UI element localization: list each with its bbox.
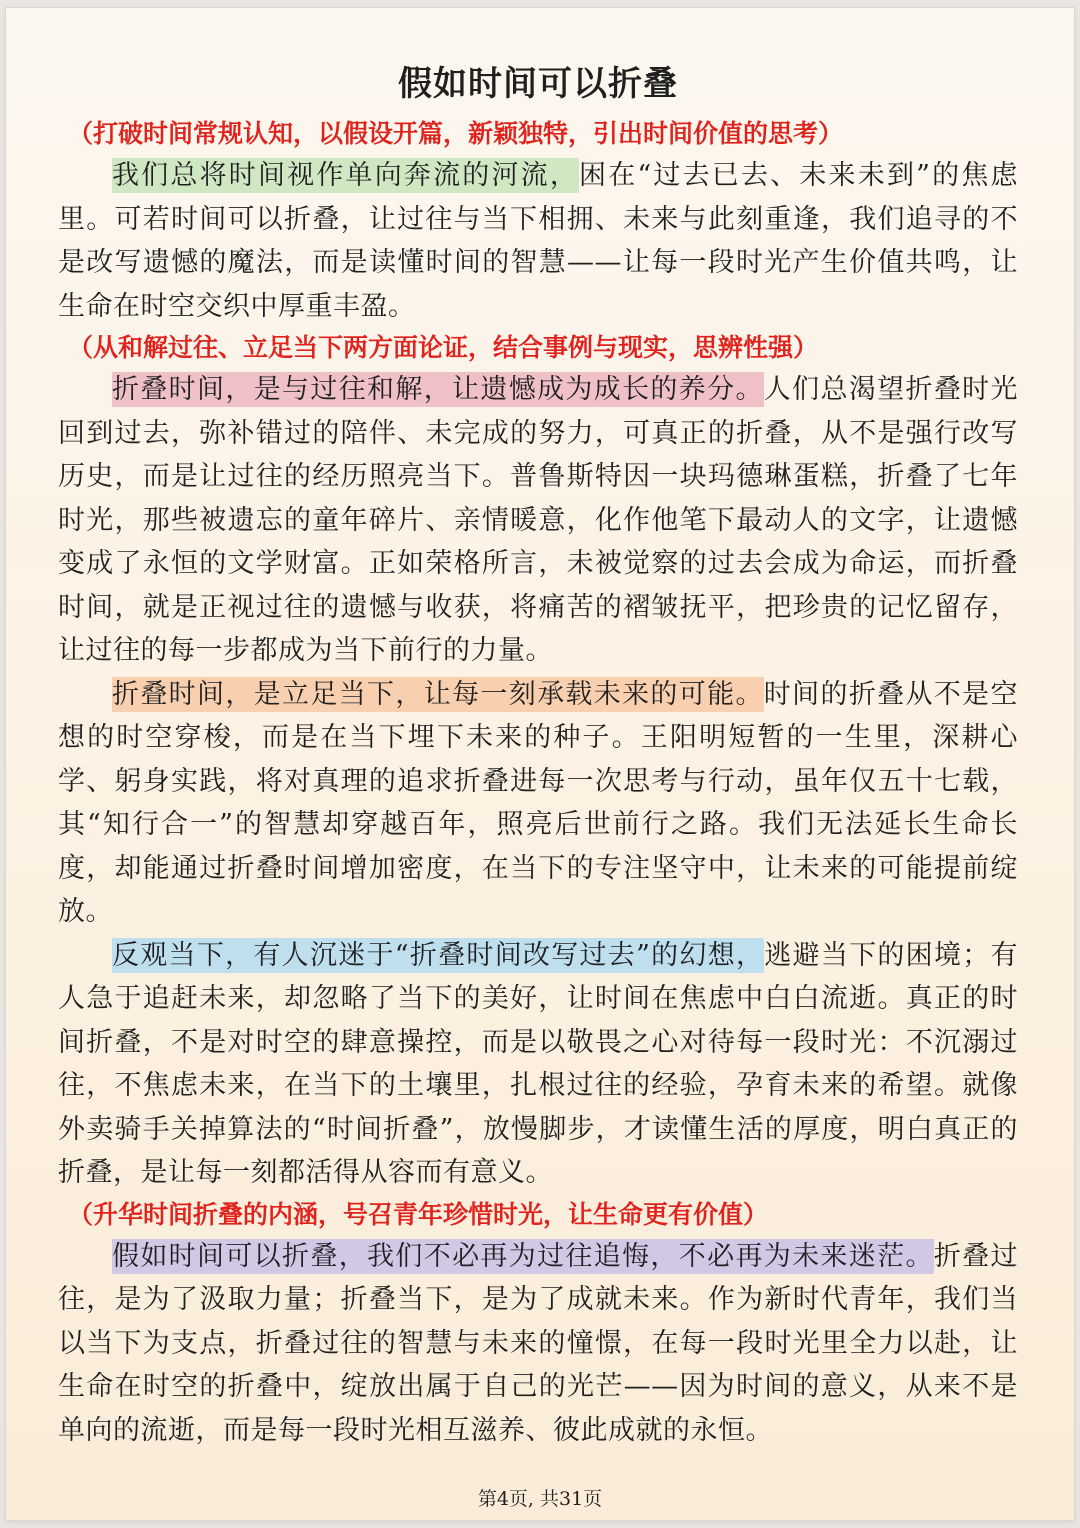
paragraph-text: 折叠过往，是为了汲取力量；折叠当下，是为了成就未来。作为新时代青年，我们当以当下为支点，折叠过往的智慧与未来的憧憬，在每一段时光里全力以赴，让生命在时空的折叠中，绽放出属于自己的光芒——因为时间的意义，从来不是单向的流逝，而是每一段时光相互滋养、彼此成就的永恒。 bbox=[58, 1240, 1019, 1446]
paragraph-text: 人们总渴望折叠时光回到过去，弥补错过的陪伴、未完成的努力，可真正的折叠，从不是强行改写历史，而是让过往的经历照亮当下。普鲁斯特因一块玛德琳蛋糕，折叠了七年时光，那些被遗忘的童年碎片、亲情暖意，化作他笔下最动人的文字，让遗憾变成了永恒的文学财富。正如荣格所言，未被觉察的过去会成为命运，而折叠时间，就是正视过往的遗憾与收获，将痛苦的褶皱抚平，把珍贵的记忆留存，让过往的每一步都成为当下前行的力量。 bbox=[58, 374, 1019, 666]
annotation-body: （从和解过往、立足当下两方面论证，结合事例与现实，思辨性强） bbox=[68, 333, 819, 362]
document-content bbox=[58, 54, 1018, 1452]
paragraph-1 bbox=[58, 154, 1018, 328]
document-page bbox=[6, 8, 1074, 1520]
paragraph-text: 逃避当下的困境；有人急于追赶未来，却忽略了当下的美好，让时间在焦虑中白白流逝。真正的时间折叠，不是对时空的肆意操控，而是以敬畏之心对待每一段时光：不沉溺过往，不焦虑未来，在当下的土壤里，扎根过往的经验，孕育未来的希望。就像外卖骑手关掉算法的“时间折叠”，放慢脚步，才读懂生活的厚度，明白真正的折叠，是让每一刻都活得从容而有意义。 bbox=[58, 939, 1019, 1188]
highlight-thesis: 我们总将时间视作单向奔流的河流， bbox=[112, 160, 580, 191]
paragraph-2 bbox=[58, 368, 1018, 673]
highlight-conclusion: 假如时间可以折叠，我们不必再为过往追悔，不必再为未来迷茫。 bbox=[112, 1240, 934, 1272]
annotation-intro: （打破时间常规认知，以假设开篇，新颖独特，引出时间价值的思考） bbox=[68, 119, 844, 148]
highlight-argument-2: 折叠时间，是立足当下，让每一刻承载未来的可能。 bbox=[112, 678, 764, 710]
paragraph-3 bbox=[58, 673, 1018, 934]
paragraph-text: 困在“过去已去、未来未到”的焦虑里。可若时间可以折叠，让过往与当下相拥、未来与此刻重逢，我们追寻的不是改写遗憾的魔法，而是读懂时间的智慧——让每一段时光产生价值共鸣，让生命在时空交织中厚重丰盈。 bbox=[58, 160, 1019, 322]
highlight-counterpoint: 反观当下，有人沉迷于“折叠时间改写过去”的幻想， bbox=[112, 939, 765, 971]
annotation-conclusion: （升华时间折叠的内涵，号召青年珍惜时光，让生命更有价值） bbox=[68, 1199, 769, 1229]
highlight-argument-1: 折叠时间，是与过往和解，让遗憾成为成长的养分。 bbox=[112, 374, 764, 405]
paragraph-5 bbox=[58, 1235, 1018, 1453]
paragraph-text: 时间的折叠从不是空想的时空穿梭，而是在当下埋下未来的种子。王阳明短暂的一生里，深耕心学、躬身实践，将对真理的追求折叠进每一次思考与行动，虽年仅五十七载，其“知行合一”的智慧却穿越百年，照亮后世前行之路。我们无法延长生命长度，却能通过折叠时间增加密度，在当下的专注坚守中，让未来的可能提前绽放。 bbox=[58, 678, 1019, 927]
page-title: 假如时间可以折叠 bbox=[398, 64, 678, 104]
paragraph-4 bbox=[58, 934, 1018, 1195]
page-number: 第4页, 共31页 bbox=[477, 1488, 603, 1510]
